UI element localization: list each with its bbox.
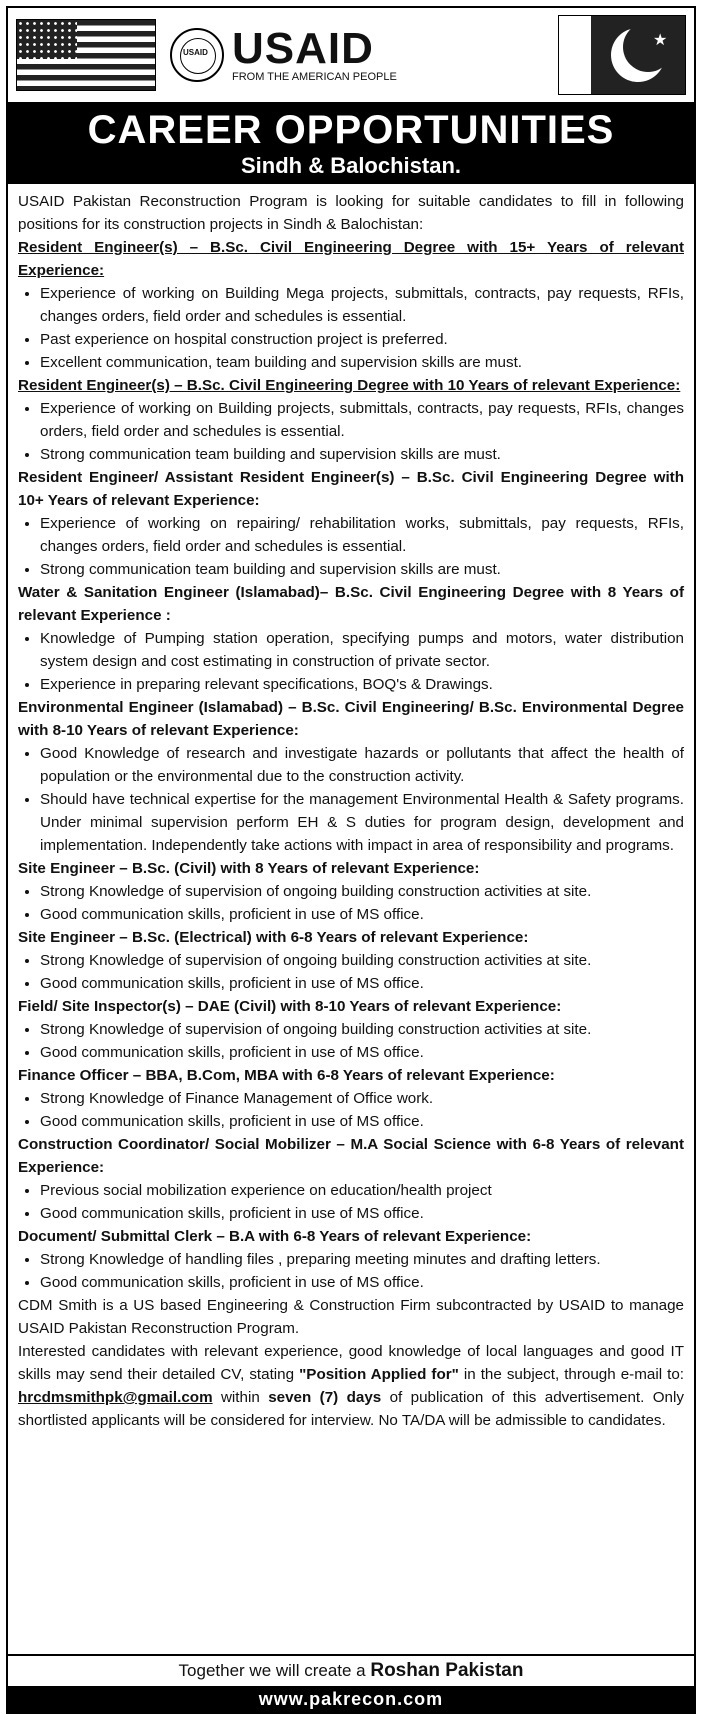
list-item: • Experience of working on Building projects, submittals, contracts, pay requests, RFIs, changes orders, field order and schedules is essential. (40, 397, 684, 443)
subject-line: "Position Applied for" (299, 1366, 459, 1383)
list-item: • Good communication skills, proficient in use of MS office. (40, 1202, 684, 1225)
job-advertisement (6, 6, 696, 1714)
position-title: Environmental Engineer (Islamabad) – B.Sc. Civil Engineering/ B.Sc. Environmental Degree with 8-10 Years of relevant Experience: (18, 699, 684, 739)
list-item: • Strong Knowledge of Finance Management of Office work. (40, 1087, 684, 1110)
list-item: • Experience of working on repairing/ rehabilitation works, submittals, pay requests, RFIs, changes orders, field order and schedules is essential. (40, 512, 684, 558)
requirements-list (18, 1087, 684, 1133)
brand-name: USAID (232, 24, 374, 73)
requirements-list (18, 1018, 684, 1064)
list-item: • Experience of working on Building Mega projects, submittals, contracts, pay requests, RFIs, changes orders, field order and schedules is essential. (40, 282, 684, 328)
list-item: • Strong Knowledge of supervision of ongoing building construction activities at site. (40, 949, 684, 972)
list-item: • Strong communication team building and supervision skills are must. (40, 558, 684, 581)
requirements-list (18, 627, 684, 696)
list-item: • Good communication skills, proficient in use of MS office. (40, 972, 684, 995)
position-title: Site Engineer – B.Sc. (Electrical) with 6-8 Years of relevant Experience: (18, 929, 529, 946)
list-item: • Good communication skills, proficient in use of MS office. (40, 1110, 684, 1133)
usaid-seal-icon: USAID (170, 28, 224, 82)
requirements-list (18, 282, 684, 374)
list-item: • Strong Knowledge of supervision of ongoing building construction activities at site. (40, 1018, 684, 1041)
position-title: Resident Engineer/ Assistant Resident Engineer(s) – B.Sc. Civil Engineering Degree with 10+ Years of relevant Experience: (18, 469, 684, 509)
deadline: seven (7) days (268, 1389, 382, 1406)
requirements-list (18, 397, 684, 466)
requirements-list (18, 880, 684, 926)
list-item: • Past experience on hospital construction project is preferred. (40, 328, 684, 351)
intro-text: USAID Pakistan Reconstruction Program is looking for suitable candidates to fill in following positions for its construction projects in Sindh & Balochistan: (18, 193, 684, 233)
list-item: • Good communication skills, proficient in use of MS office. (40, 903, 684, 926)
requirements-list (18, 1248, 684, 1294)
us-flag-icon (16, 19, 156, 91)
page-subtitle: Sindh & Balochistan. (240, 153, 462, 178)
position-title: Field/ Site Inspector(s) – DAE (Civil) with 8-10 Years of relevant Experience: (18, 998, 562, 1015)
slogan-bold: Roshan Pakistan (370, 1660, 524, 1681)
requirements-list (18, 512, 684, 581)
usaid-logo (232, 24, 397, 83)
brand-tagline: FROM THE AMERICAN PEOPLE (232, 71, 397, 83)
page-title: CAREER OPPORTUNITIES (87, 108, 615, 152)
ad-content (8, 184, 694, 1432)
list-item: • Strong Knowledge of handling files , preparing meeting minutes and drafting letters. (40, 1248, 684, 1271)
list-item: • Experience in preparing relevant specifications, BOQ's & Drawings. (40, 673, 684, 696)
position-title: Resident Engineer(s) – B.Sc. Civil Engineering Degree with 10 Years of relevant Experience: (18, 377, 681, 394)
website-bar[interactable]: www.pakrecon.com (8, 1686, 694, 1712)
list-item: • Previous social mobilization experience on education/health project (40, 1179, 684, 1202)
slogan-bar: Together we will create a Roshan Pakistan (8, 1654, 694, 1686)
position-title: Resident Engineer(s) – B.Sc. Civil Engineering Degree with 15+ Years of relevant Experience: (18, 239, 684, 279)
list-item: • Excellent communication, team building and supervision skills are must. (40, 351, 684, 374)
apply-text: Interested candidates with relevant experience, good knowledge of local languages and good IT skills may send their detailed CV, stating "Position Applied for" in the subject, through e-mail to: hrcdmsmithpk@gmail.com within seven (7) days of publication of this advertisement. Only shortlisted applicants will be considered for interview. No TA/DA will be admissible to candidates. (18, 1343, 684, 1429)
ad-header (8, 8, 694, 104)
list-item: • Strong communication team building and supervision skills are must. (40, 443, 684, 466)
position-title: Site Engineer – B.Sc. (Civil) with 8 Years of relevant Experience: (18, 860, 480, 877)
email-link[interactable]: hrcdmsmithpk@gmail.com (18, 1389, 213, 1406)
list-item: • Good communication skills, proficient in use of MS office. (40, 1041, 684, 1064)
list-item: • Good communication skills, proficient in use of MS office. (40, 1271, 684, 1294)
firm-text: CDM Smith is a US based Engineering & Construction Firm subcontracted by USAID to manage USAID Pakistan Reconstruction Program. (18, 1297, 684, 1337)
position-title: Finance Officer – BBA, B.Com, MBA with 6-8 Years of relevant Experience: (18, 1067, 555, 1084)
positions-list (18, 236, 684, 1294)
list-item: • Good Knowledge of research and investigate hazards or pollutants that affect the health of population or the environmental due to the construction activity. (40, 742, 684, 788)
position-title: Construction Coordinator/ Social Mobilizer – M.A Social Science with 6-8 Years of relevant Experience: (18, 1136, 684, 1176)
list-item: • Strong Knowledge of supervision of ongoing building construction activities at site. (40, 880, 684, 903)
requirements-list (18, 949, 684, 995)
requirements-list (18, 1179, 684, 1225)
pakistan-flag-icon: ★ (558, 15, 686, 95)
position-title: Water & Sanitation Engineer (Islamabad)– B.Sc. Civil Engineering Degree with 8 Years of relevant Experience : (18, 584, 684, 624)
list-item: • Should have technical expertise for the management Environmental Health & Safety programs. Under minimal supervision perform EH & S duties for program design, development and implementation. Independently take actions with impact in area of responsibility and programs. (40, 788, 684, 857)
position-title: Document/ Submittal Clerk – B.A with 6-8 Years of relevant Experience: (18, 1228, 532, 1245)
requirements-list (18, 742, 684, 857)
list-item: • Knowledge of Pumping station operation, specifying pumps and motors, water distribution system design and cost estimating in construction of private sector. (40, 627, 684, 673)
title-banner (8, 104, 694, 184)
